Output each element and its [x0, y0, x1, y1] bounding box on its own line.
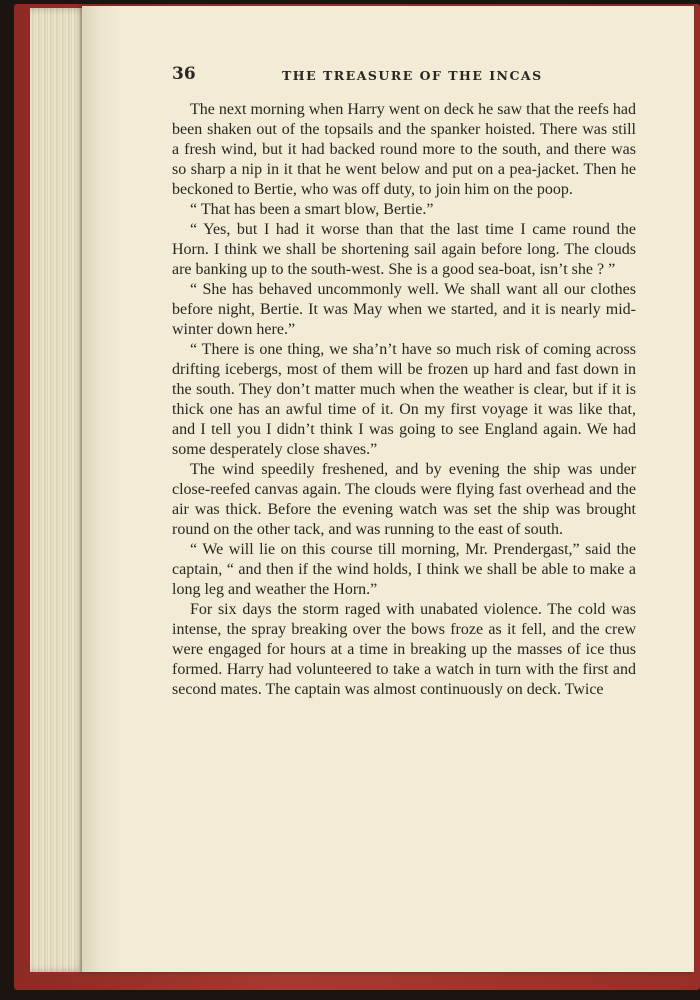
page-number: 36	[172, 64, 196, 84]
paragraph: “ She has behaved uncommonly well. We shall want all our clothes before night, Bertie. It was May when we started, and it is nearly mid-winter down here.”	[172, 281, 636, 338]
running-head: THE TREASURE OF THE INCAS	[282, 68, 543, 83]
page-edges	[30, 8, 90, 972]
paragraph: The wind speedily freshened, and by evening the ship was under close-reefed canvas again. The clouds were flying fast overhead and the air was thick. Before the evening watch was set the ship was brought round on the other tack, and was running to the east of south.	[172, 461, 636, 538]
paragraph: “ There is one thing, we sha’n’t have so much risk of coming across drifting icebergs, most of them will be frozen up hard and fast down in the south. They don’t matter much when the weather is clear, but if it is thick one has an awful time of it. On my first voyage it was like that, and I tell you I didn’t think I was going to see England again. We had some desperately close shaves.”	[172, 341, 636, 458]
page-header	[172, 62, 642, 86]
paragraph: The next morning when Harry went on deck he saw that the reefs had been shaken out of the topsails and the spanker hoisted. There was still a fresh wind, but it had backed round more to the south, and there was so sharp a nip in it that he went below and put on a pea-jacket. Then he beckoned to Bertie, who was off duty, to join him on the poop.	[172, 101, 636, 198]
paragraph: For six days the storm raged with unabated violence. The cold was intense, the spray breaking over the bows froze as it fell, and the crew were engaged for hours at a time in breaking up the masses of ice thus formed. Harry had volunteered to take a watch in turn with the first and second mates. The captain was almost continuously on deck. Twice	[172, 601, 636, 698]
paragraph: “ Yes, but I had it worse than that the last time I came round the Horn. I think we shall be shortening sail again before long. The clouds are banking up to the south-west. She is a good sea-boat, isn’t she ? ”	[172, 221, 636, 278]
body-text	[172, 100, 636, 700]
paragraph: “ We will lie on this course till morning, Mr. Prendergast,” said the captain, “ and then if the wind holds, I think we shall be able to make a long leg and weather the Horn.”	[172, 541, 636, 598]
paragraph: “ That has been a smart blow, Bertie.”	[190, 201, 434, 218]
